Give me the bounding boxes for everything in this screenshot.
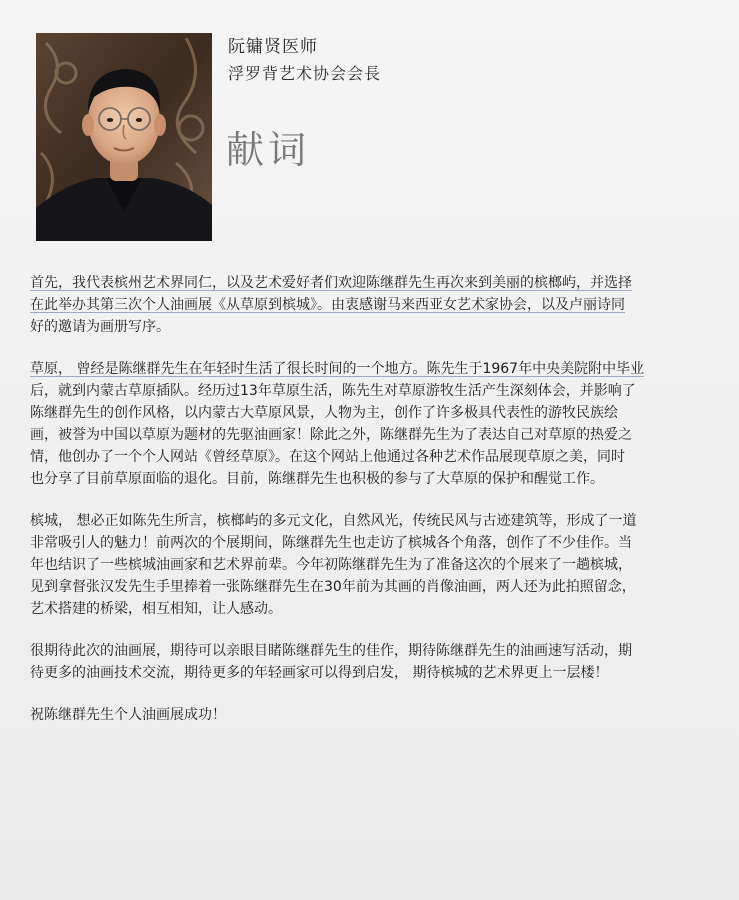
paragraph-line: 在此举办其第三次个人油画展《从草原到槟城》。由衷感谢马来西亚女艺术家协会，以及卢丽诗同 [30, 297, 625, 313]
paragraph-line: 祝陈继群先生个人油画展成功！ [30, 707, 226, 723]
paragraph-penang [30, 510, 716, 620]
author-title: 浮罗背艺术协会会長 [228, 64, 382, 83]
paragraph-line: 情，他创办了一个个人网站《曾经草原》。在这个网站上他通过各种艺术作品展现草原之美，同时 [30, 449, 625, 465]
paragraph-line: 陈继群先生的创作风格，以内蒙古大草原风景，人物为主，创作了许多极具代表性的游牧民族绘 [30, 405, 618, 421]
paragraph-line: 也分享了目前草原面临的退化。目前，陈继群先生也积极的参与了大草原的保护和醒觉工作。 [30, 471, 604, 487]
letter-body [30, 272, 716, 746]
paragraph-welcome [30, 272, 716, 338]
author-name: 阮镛贤医师 [228, 37, 318, 57]
paragraph-line: 好的邀请为画册写序。 [30, 319, 170, 335]
paragraph-line: 草原， 曾经是陈继群先生在年轻时生活了很长时间的一个地方。陈先生于1967年中央美院附中毕业 [30, 361, 645, 377]
paragraph-line: 非常吸引人的魅力！前两次的个展期间，陈继群先生也走访了槟城各个角落，创作了不少佳作。当 [30, 535, 632, 551]
paragraph-line: 很期待此次的油画展，期待可以亲眼目睹陈继群先生的佳作，期待陈继群先生的油画速写活动，期 [30, 643, 632, 659]
author-portrait [36, 33, 212, 241]
page-heading: 献词 [226, 128, 311, 172]
paragraph-line: 待更多的油画技术交流，期待更多的年轻画家可以得到启发， 期待槟城的艺术界更上一层楼！ [30, 665, 609, 681]
paragraph-expectation [30, 640, 716, 684]
paragraph-line: 艺术搭建的桥梁，相互相知，让人感动。 [30, 601, 282, 617]
paragraph-grassland [30, 358, 716, 490]
paragraph-line: 年也结识了一些槟城油画家和艺术界前辈。今年初陈继群先生为了准备这次的个展来了一趟槟城， [30, 557, 632, 573]
paragraph-closing [30, 704, 716, 726]
author-header [228, 36, 708, 84]
paragraph-line: 画，被誉为中国以草原为题材的先驱油画家！除此之外，陈继群先生为了表达自己对草原的热爱之 [30, 427, 632, 443]
paragraph-line: 槟城， 想必正如陈先生所言，槟榔屿的多元文化，自然风光，传统民风与古迹建筑等，形成了一道 [30, 513, 637, 529]
paragraph-line: 见到拿督张汉发先生手里捧着一张陈继群先生在30年前为其画的肖像油画，两人还为此拍照留念， [30, 579, 636, 595]
paragraph-line: 后，就到内蒙古草原插队。经历过13年草原生活，陈先生对草原游牧生活产生深刻体会，并影响了 [30, 383, 636, 399]
paragraph-line: 首先，我代表槟州艺术界同仁，以及艺术爱好者们欢迎陈继群先生再次来到美丽的槟榔屿，并选择 [30, 275, 632, 291]
